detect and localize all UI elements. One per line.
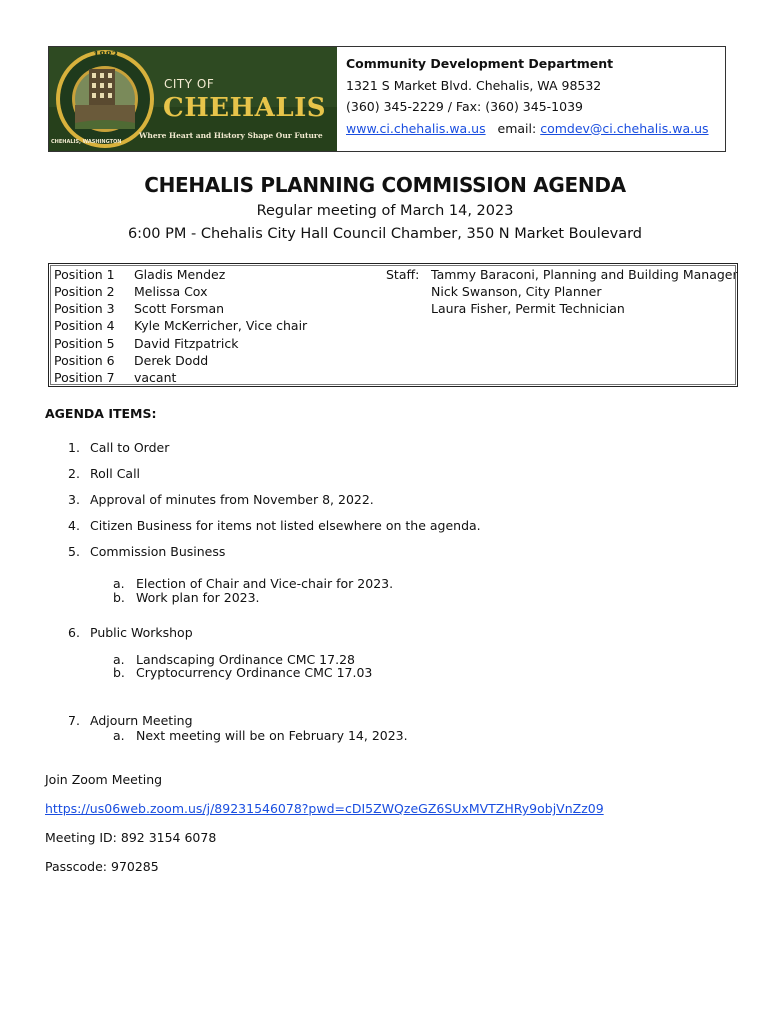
subitem-text: Landscaping Ordinance CMC 17.28 xyxy=(136,652,355,667)
subitem-letter: b. xyxy=(113,665,125,680)
item-text: Roll Call xyxy=(90,466,141,481)
item-number: 5. xyxy=(68,544,80,559)
meeting-location: 6:00 PM - Chehalis City Hall Council Chamber, 350 N Market Boulevard xyxy=(127,226,643,242)
agenda-item xyxy=(68,518,481,533)
subitem-letter: a. xyxy=(113,576,125,591)
member-name: Scott Forsman xyxy=(134,301,225,316)
seal-year: 1883 xyxy=(93,51,119,61)
subitem-text: Next meeting will be on February 14, 2023. xyxy=(136,728,408,743)
item-number: 3. xyxy=(68,492,80,507)
item-number: 2. xyxy=(68,466,80,481)
zoom-link-line xyxy=(45,801,604,816)
item-text: Adjourn Meeting xyxy=(90,713,193,728)
member-name: Derek Dodd xyxy=(134,353,209,368)
zoom-meeting-link[interactable]: https://us06web.zoom.us/j/89231546078?pwd=cDI5ZWQzeGZ6SUxMVTZHRy9objVnZz09 xyxy=(45,801,604,816)
item-text: Approval of minutes from November 8, 2022. xyxy=(90,492,374,507)
agenda-title: CHEHALIS PLANNING COMMISSION AGENDA xyxy=(144,173,626,197)
department-contact xyxy=(346,53,709,139)
agenda-item xyxy=(68,713,193,728)
agenda-subitem xyxy=(113,576,393,591)
agenda-item xyxy=(68,440,169,455)
email-link[interactable]: comdev@ci.chehalis.wa.us xyxy=(540,120,709,136)
zoom-passcode: Passcode: 970285 xyxy=(45,859,159,874)
staff-member: Laura Fisher, Permit Technician xyxy=(431,301,625,316)
member-name: vacant xyxy=(134,370,177,385)
staff-member: Tammy Baraconi, Planning and Building Manager xyxy=(431,267,738,282)
position-label: Position 5 xyxy=(54,336,115,351)
zoom-meeting-id: Meeting ID: 892 3154 6078 xyxy=(45,830,217,845)
department-phone-fax: (360) 345-2229 / Fax: (360) 345-1039 xyxy=(346,99,583,114)
subitem-letter: b. xyxy=(113,590,125,605)
staff-member: Nick Swanson, City Planner xyxy=(431,284,602,299)
item-number: 1. xyxy=(68,440,80,455)
subitem-letter: a. xyxy=(113,728,125,743)
web-email-line xyxy=(346,118,709,140)
position-label: Position 2 xyxy=(54,284,115,299)
agenda-subitem xyxy=(113,590,260,605)
agenda-item xyxy=(68,492,374,507)
email-label: email: xyxy=(497,120,537,136)
city-name-text: CHEHALIS xyxy=(163,93,327,123)
agenda-item xyxy=(68,544,225,559)
city-logo xyxy=(49,47,337,151)
item-number: 6. xyxy=(68,625,80,640)
item-text: Call to Order xyxy=(90,440,170,455)
city-tagline: Where Heart and History Shape Our Future xyxy=(139,131,323,140)
subitem-text: Work plan for 2023. xyxy=(136,590,260,605)
item-number: 7. xyxy=(68,713,80,728)
agenda-heading: AGENDA ITEMS: xyxy=(45,406,157,421)
position-label: Position 1 xyxy=(54,267,115,282)
position-label: Position 3 xyxy=(54,301,115,316)
position-label: Position 6 xyxy=(54,353,115,368)
item-text: Public Workshop xyxy=(90,625,193,640)
item-text: Commission Business xyxy=(90,544,226,559)
member-name: Melissa Cox xyxy=(134,284,208,299)
agenda-subitem xyxy=(113,728,408,743)
subitem-letter: a. xyxy=(113,652,125,667)
meeting-date: Regular meeting of March 14, 2023 xyxy=(256,203,514,219)
city-of-text: CITY OF xyxy=(164,77,215,91)
agenda-item xyxy=(68,625,193,640)
letterhead xyxy=(48,46,726,152)
department-address: 1321 S Market Blvd. Chehalis, WA 98532 xyxy=(346,77,602,93)
website-link[interactable]: www.ci.chehalis.wa.us xyxy=(346,120,486,136)
position-label: Position 4 xyxy=(54,318,115,333)
agenda-subitem xyxy=(113,665,372,680)
zoom-label: Join Zoom Meeting xyxy=(45,772,163,787)
agenda-item xyxy=(68,466,140,481)
subitem-text: Election of Chair and Vice-chair for 2023. xyxy=(136,576,394,591)
member-name: Gladis Mendez xyxy=(134,267,226,282)
subitem-text: Cryptocurrency Ordinance CMC 17.03 xyxy=(136,665,373,680)
position-label: Position 7 xyxy=(54,370,115,385)
department-name: Community Development Department xyxy=(346,56,614,71)
item-number: 4. xyxy=(68,518,80,533)
staff-label: Staff: xyxy=(386,267,420,282)
seal-text: CHEHALIS, WASHINGTON xyxy=(51,139,122,145)
item-text: Citizen Business for items not listed elsewhere on the agenda. xyxy=(90,518,481,533)
commission-roster xyxy=(48,263,738,387)
member-name: Kyle McKerricher, Vice chair xyxy=(134,318,308,333)
member-name: David Fitzpatrick xyxy=(134,336,239,351)
